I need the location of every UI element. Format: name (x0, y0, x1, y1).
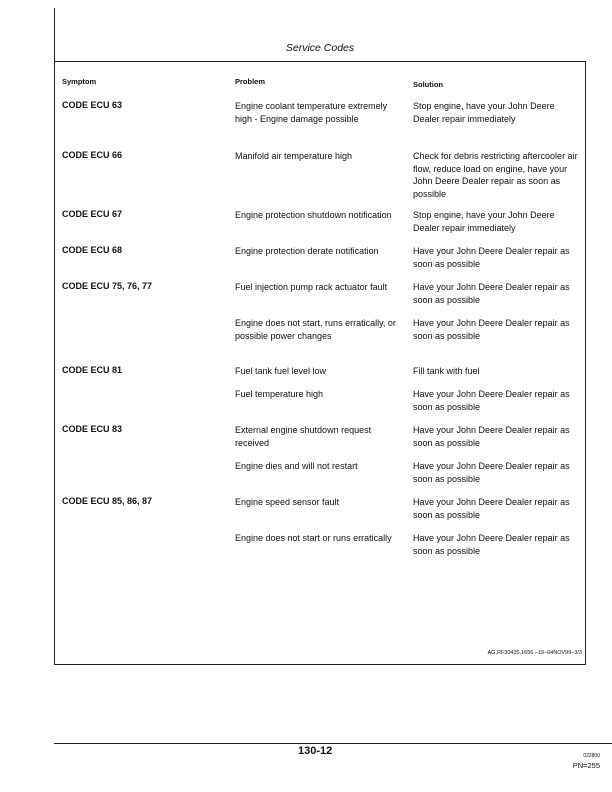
frame-left-border (54, 8, 55, 665)
solution-text: Have your John Deere Dealer repair as soon as possible (413, 282, 570, 305)
frame-right-border (585, 62, 586, 665)
solution-text: Have your John Deere Dealer repair as soon as possible (413, 246, 570, 269)
problem-text: Fuel temperature high (235, 389, 324, 399)
column-header-symptom: Symptom (62, 77, 97, 86)
symptom-code: CODE ECU 75, 76, 77 (62, 281, 153, 291)
symptom-code: CODE ECU 63 (62, 100, 123, 110)
solution-text: Check for debris restricting aftercooler air flow, reduce load on engine, have your John Deere Dealer repair as soon as possible (413, 151, 578, 199)
problem-text: Engine dies and will not restart (235, 461, 358, 471)
solution-text: Have your John Deere Dealer repair as soon as possible (413, 389, 570, 412)
problem-text: Engine protection shutdown notification (235, 210, 392, 220)
problem-text: Engine does not start or runs erratically (235, 533, 392, 543)
symptom-code: CODE ECU 83 (62, 424, 123, 434)
page-number: 130-12 (298, 745, 333, 757)
problem-text: Engine coolant temperature extremely high - Engine damage possible (235, 101, 388, 124)
problem-text: Fuel tank fuel level low (235, 366, 327, 376)
symptom-code: CODE ECU 66 (62, 150, 123, 160)
pn-number: PN=255 (572, 761, 600, 770)
solution-text: Have your John Deere Dealer repair as soon as possible (413, 497, 570, 520)
problem-text: Engine does not start, runs erratically, or possible power changes (235, 318, 396, 341)
solution-text: Have your John Deere Dealer repair as soon as possible (413, 533, 570, 556)
header-rule (54, 61, 586, 62)
solution-text: Stop engine, have your John Deere Dealer repair immediately (413, 210, 555, 233)
problem-text: Manifold air temperature high (235, 151, 353, 161)
solution-text: Have your John Deere Dealer repair as soon as possible (413, 425, 570, 448)
symptom-code: CODE ECU 68 (62, 245, 123, 255)
column-header-solution: Solution (413, 80, 443, 89)
frame-bottom-border (54, 664, 586, 665)
date-code: 022800 (583, 753, 600, 759)
section-title: Service Codes (285, 42, 355, 54)
problem-text: Engine speed sensor fault (235, 497, 340, 507)
footer-rule (54, 743, 612, 744)
symptom-code: CODE ECU 81 (62, 365, 123, 375)
solution-text: Fill tank with fuel (413, 366, 480, 376)
solution-text: Stop engine, have your John Deere Dealer repair immediately (413, 101, 555, 124)
symptom-code: CODE ECU 85, 86, 87 (62, 496, 153, 506)
solution-text: Have your John Deere Dealer repair as soon as possible (413, 318, 570, 341)
symptom-code: CODE ECU 67 (62, 209, 123, 219)
problem-text: Fuel injection pump rack actuator fault (235, 282, 388, 292)
solution-text: Have your John Deere Dealer repair as soon as possible (413, 461, 570, 484)
problem-text: External engine shutdown request received (235, 425, 372, 448)
reference-code: AG,RF30435,1656 –19–04NOV99–3/3 (487, 650, 582, 656)
problem-text: Engine protection derate notification (235, 246, 379, 256)
column-header-problem: Problem (235, 77, 266, 86)
